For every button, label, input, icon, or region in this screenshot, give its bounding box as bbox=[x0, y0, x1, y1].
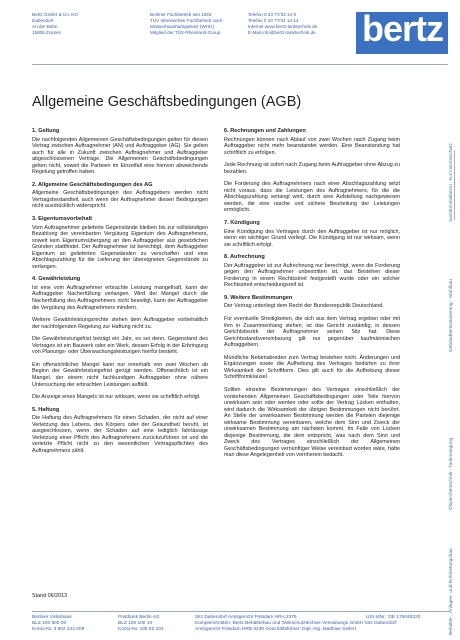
cert-line: Mitglied der TÜV-Rheinland-Group bbox=[150, 30, 221, 35]
section-heading: 5. Haftung bbox=[32, 406, 60, 413]
agb-section bbox=[32, 128, 208, 176]
section-paragraph: Die Gewährleistungsfrist beträgt ein Jahr, es sei denn, Gegenstand des Vertrages ist ein Bauwerk oder ein Werk, dessen Erfolg in der Erbringung von Planungs- oder Überwachungsleistungen hierfür besteht. bbox=[32, 336, 208, 356]
bank-volksbank bbox=[32, 615, 84, 634]
section-paragraph: Jede Rechnung ist sofort nach Zugang beim Auftraggeber ohne Abzug zu bezahlen. bbox=[224, 162, 400, 175]
contact-line: Telefax 0 33 77/34 14-14 bbox=[248, 18, 299, 23]
cert-line: Wasserhaushaltsgesetz (WHG) bbox=[150, 24, 215, 29]
footer-line: Amtsgericht Potsdam HRB 9230 Geschäftsführer: Dipl.-Ing. Matthias Seifert bbox=[195, 627, 357, 633]
bank-postbank bbox=[118, 615, 164, 634]
company-line: Bertz GmbH & Co. KG bbox=[32, 12, 78, 17]
cert-line: TÜV überwachter Fachbetrieb nach bbox=[150, 18, 223, 23]
section-heading: 7. Kündigung bbox=[224, 220, 260, 227]
agb-section bbox=[224, 295, 400, 459]
footer-line: BLZ 100 100 10 bbox=[118, 621, 153, 627]
cert-line: Berliner Fachbetrieb seit 1933 bbox=[150, 12, 212, 17]
section-heading: 1. Geltung bbox=[32, 128, 60, 134]
section-paragraph: Die Haftung des Auftragnehmers für einen Schaden, der nicht auf einer Verletzung des Lebens, des Körpers oder der Gesundheit beruht, ist ausgeschlossen, wenn der Schaden auf eine lediglich fahrlässige Verletzung einer Pflicht des Auftragnehmers zurückzuführen ist und die verletzte Pflicht nicht zu den wesentlichen Vertragspflichten des Auftragnehmers zählt. bbox=[32, 415, 208, 454]
section-paragraph: Sollten einzelne Bestimmungen des Vertrages einschließlich der vorstehenden Allgemeinen Geschäftsbedingungen oder Teile hiervon unwirksam sein oder werden oder sollte der Vertrag Lücken enthalten, wird dadurch die Wirksamkeit der übrigen Bestimmungen nicht berührt. An Stelle der unwirksamen Bestimmung werden die Parteien diejenige wirksame Bestimmung vereinbaren, welche dem Sinn und Zweck der unwirksamen Bestimmung am nächsten kommt. Im Falle von Lücken diejenige Bestimmung, die dem entspricht, was nach dem Sinn und Zweck des Vertrages einschließlich der Allgemeinen Geschäftsbedingungen vernünftiger Weise vereinbart worden wäre, hätte man diese Angelegenheit von vornherein bedacht. bbox=[224, 386, 400, 459]
section-paragraph: Rechnungen können nach Ablauf von zwei Wochen nach Zugang beim Auftraggeber nicht mehr beanstandet werden. Eine Beanstandung hat schriftlich zu erfolgen. bbox=[224, 136, 400, 156]
section-paragraph: Die Forderung des Auftragnehmers nach einer Abschlagszahlung setzt nicht voraus, dass die Leistungen des Auftragnehmers, für die die Abschlagszahlung verlangt wird, durch eine Aufstellung nachgewiesen werden, die eine rasche und sichere Beurteilung der Leistungen ermöglicht. bbox=[224, 181, 400, 214]
agb-section bbox=[224, 254, 400, 289]
footer-line: Konto-Nr. 3 902 244 009 bbox=[32, 627, 85, 633]
letterhead bbox=[32, 8, 450, 68]
footer-line: BLZ 100 900 00 bbox=[32, 621, 67, 627]
section-paragraph: Die Anzeige eines Mangels ist nur wirksam, wenn sie schriftlich erfolgt. bbox=[32, 394, 201, 401]
section-paragraph: Ein offensichtlicher Mangel kann nur innerhalb von zwei Wochen ab Beginn der Gewährleistungsfrist gerügt werden. Offensichtlich ist ein Mangel, der einem nicht fachkundigen Auftraggeber ohne nähere Untersuchung der erbrachten Leistungen auffällt. bbox=[32, 361, 208, 388]
right-column bbox=[224, 128, 400, 465]
company-line: An der Bahn bbox=[32, 24, 58, 29]
section-heading: 4. Gewährleistung bbox=[32, 276, 81, 283]
header-divider bbox=[32, 64, 448, 65]
side-label: Ölspeichertechnik - Tankreinigung bbox=[449, 437, 454, 510]
document-title: Allgemeine Geschäftsbedingungen (AGB) bbox=[32, 94, 302, 110]
agb-section bbox=[32, 216, 208, 270]
certification-info bbox=[150, 12, 223, 36]
contact-info bbox=[248, 12, 317, 36]
agb-section bbox=[32, 276, 208, 400]
section-paragraph: Eine Kündigung des Vertrages durch den Auftraggeber ist nur möglich, wenn ein wichtiger Grund vorliegt. Die Kündigung ist nur wirksam, wenn sie schriftlich erfolgt. bbox=[224, 228, 400, 248]
company-line: Dabendorf bbox=[32, 18, 54, 23]
footer-line: Berliner Volksbank bbox=[32, 615, 72, 620]
section-heading: 6. Rechnungen und Zahlungen bbox=[224, 128, 306, 134]
section-heading: 2. Allgemeine Geschäftsbedingungen des AG bbox=[32, 181, 153, 188]
logo-text: bertz bbox=[362, 8, 444, 49]
contact-line: Internet www.bertz-tanktechnik.de bbox=[248, 24, 318, 29]
section-paragraph: Vom Auftragnehmer gelieferte Gegenstände bleiben bis zur vollständigen Bezahlung der vereinbarten Vergütung Eigentum des Auftragnehmers, soweit kein Eigentumsübergang an den Auftraggeber aus gesetzlichen Gründen stattfindet. Der Auftragnehmer ist berechtigt, dem Auftraggeber Eigentum an gelieferten Gegenständen zu verschaffen und eine Abschlagszahlung für die Lieferung der übereigneten Gegenstände zu verlangen. bbox=[32, 224, 208, 270]
footer-line: Sitz Dabendorf Amtsgericht Potsdam HRA 2379 bbox=[195, 615, 297, 620]
bertz-logo bbox=[356, 8, 448, 54]
section-paragraph: Der Vertrag unterliegt dem Recht der Bundesrepublik Deutschland. bbox=[224, 303, 384, 310]
agb-section bbox=[32, 182, 208, 210]
side-label: Sanitärinstallation - Korrosionsschutz bbox=[449, 143, 454, 222]
agb-section bbox=[224, 128, 400, 214]
section-heading: 3. Eigentumsvorbehalt bbox=[32, 216, 92, 223]
section-heading: 9. Weitere Bestimmungen bbox=[224, 294, 293, 301]
section-paragraph: Weitere Gewährleistungsrechte stehen dem Auftraggeber vorbehaltlich der nachfolgenden Regelung zur Haftung nicht zu. bbox=[32, 317, 208, 330]
contact-line: E-Mail info@bertz-tanktechnik.de bbox=[248, 30, 316, 35]
left-column bbox=[32, 128, 208, 460]
revision-date: Stand 06/2013 bbox=[32, 593, 68, 599]
section-heading: 8. Aufrechnung bbox=[224, 254, 265, 261]
side-label: Gebäudeentwässerung - Stahlbau bbox=[449, 279, 454, 352]
agb-section bbox=[224, 220, 400, 248]
footer-line: Postbank Berlin AG bbox=[118, 615, 160, 620]
contact-line: Telefon 0 33 77/34 14-0 bbox=[248, 12, 297, 17]
company-address bbox=[32, 12, 78, 36]
footer-line: Komplementärin: Bertz Behälterbau und Tankschutztechnik Verwaltungs GmbH Sitz Dabendorf bbox=[195, 621, 397, 627]
section-paragraph: Der Auftraggeber ist zur Aufrechnung nur berechtigt, wenn die Forderung gegen den Auftragnehmer unbestritten ist, das Bestehen dieser Forderung in einem Rechtsstreit festgestellt wurde oder ein solcher Rechtsstreit entscheidungsreif ist. bbox=[224, 262, 400, 289]
footer-line: USt-IdNr.: DE 175046220 bbox=[366, 615, 421, 620]
section-paragraph: Mündliche Nebenabreden zum Vertrag bestehen nicht. Änderungen und Ergänzungen sowie die Aufhebung des Vertrages bedürfen zu ihrer Wirksamkeit der Schriftform. Dies gilt auch für die Aufhebung dieser Schriftformklausel. bbox=[224, 354, 400, 381]
section-paragraph: Für eventuelle Streitigkeiten, die sich aus dem Vertrag ergeben oder mit ihm in Zusammenhang stehen, ist das Gericht zuständig, in dessen Gerichtsbezirk der Auftragnehmer seinen Sitz hat. Diese Gerichtsstandsvereinbarung gilt nur gegenüber kaufmännischen Auftraggebern. bbox=[224, 316, 400, 349]
section-paragraph: Die nachfolgenden Allgemeinen Geschäftsbedingungen gelten für diesen Vertrag zwischen Auftragnehmer (AN) und Auftraggeber (AG). Sie gelten auch für alle in Zukunft zwischen Auftragnehmer und Auftraggeber abgeschlossenen Verträge. Die Allgemeinen Geschäftsbedingungen gelten nicht, soweit die Parteien im Einzelfall eine hiervon abweichende Regelung getroffen haben. bbox=[32, 136, 208, 176]
section-paragraph: Ist eine vom Auftragnehmer erbrachte Leistung mangelhaft, kann der Auftraggeber Nacherfüllung verlangen. Wird der Mangel durch die Nacherfüllung des Auftragnehmers nicht beseitigt, kann der Auftraggeber die Vergütung des Auftragnehmers mindern. bbox=[32, 284, 208, 311]
footer-divider bbox=[32, 611, 450, 612]
agb-section bbox=[32, 407, 208, 455]
company-line: 15806 Zossen bbox=[32, 30, 62, 35]
footer-line: Konto-Nr. 435 52 103 bbox=[118, 627, 164, 633]
section-paragraph: Allgemeine Geschäftsbedingungen des Auftraggebers werden nicht Vertragsbestandteil, auch wenn der Auftragnehmer diesen Bedingungen nicht ausdrücklich widerspricht. bbox=[32, 190, 208, 210]
side-label: Behälter-, Anlagen- und Rohrleitungsbau bbox=[449, 548, 454, 635]
vat-id bbox=[366, 615, 420, 621]
